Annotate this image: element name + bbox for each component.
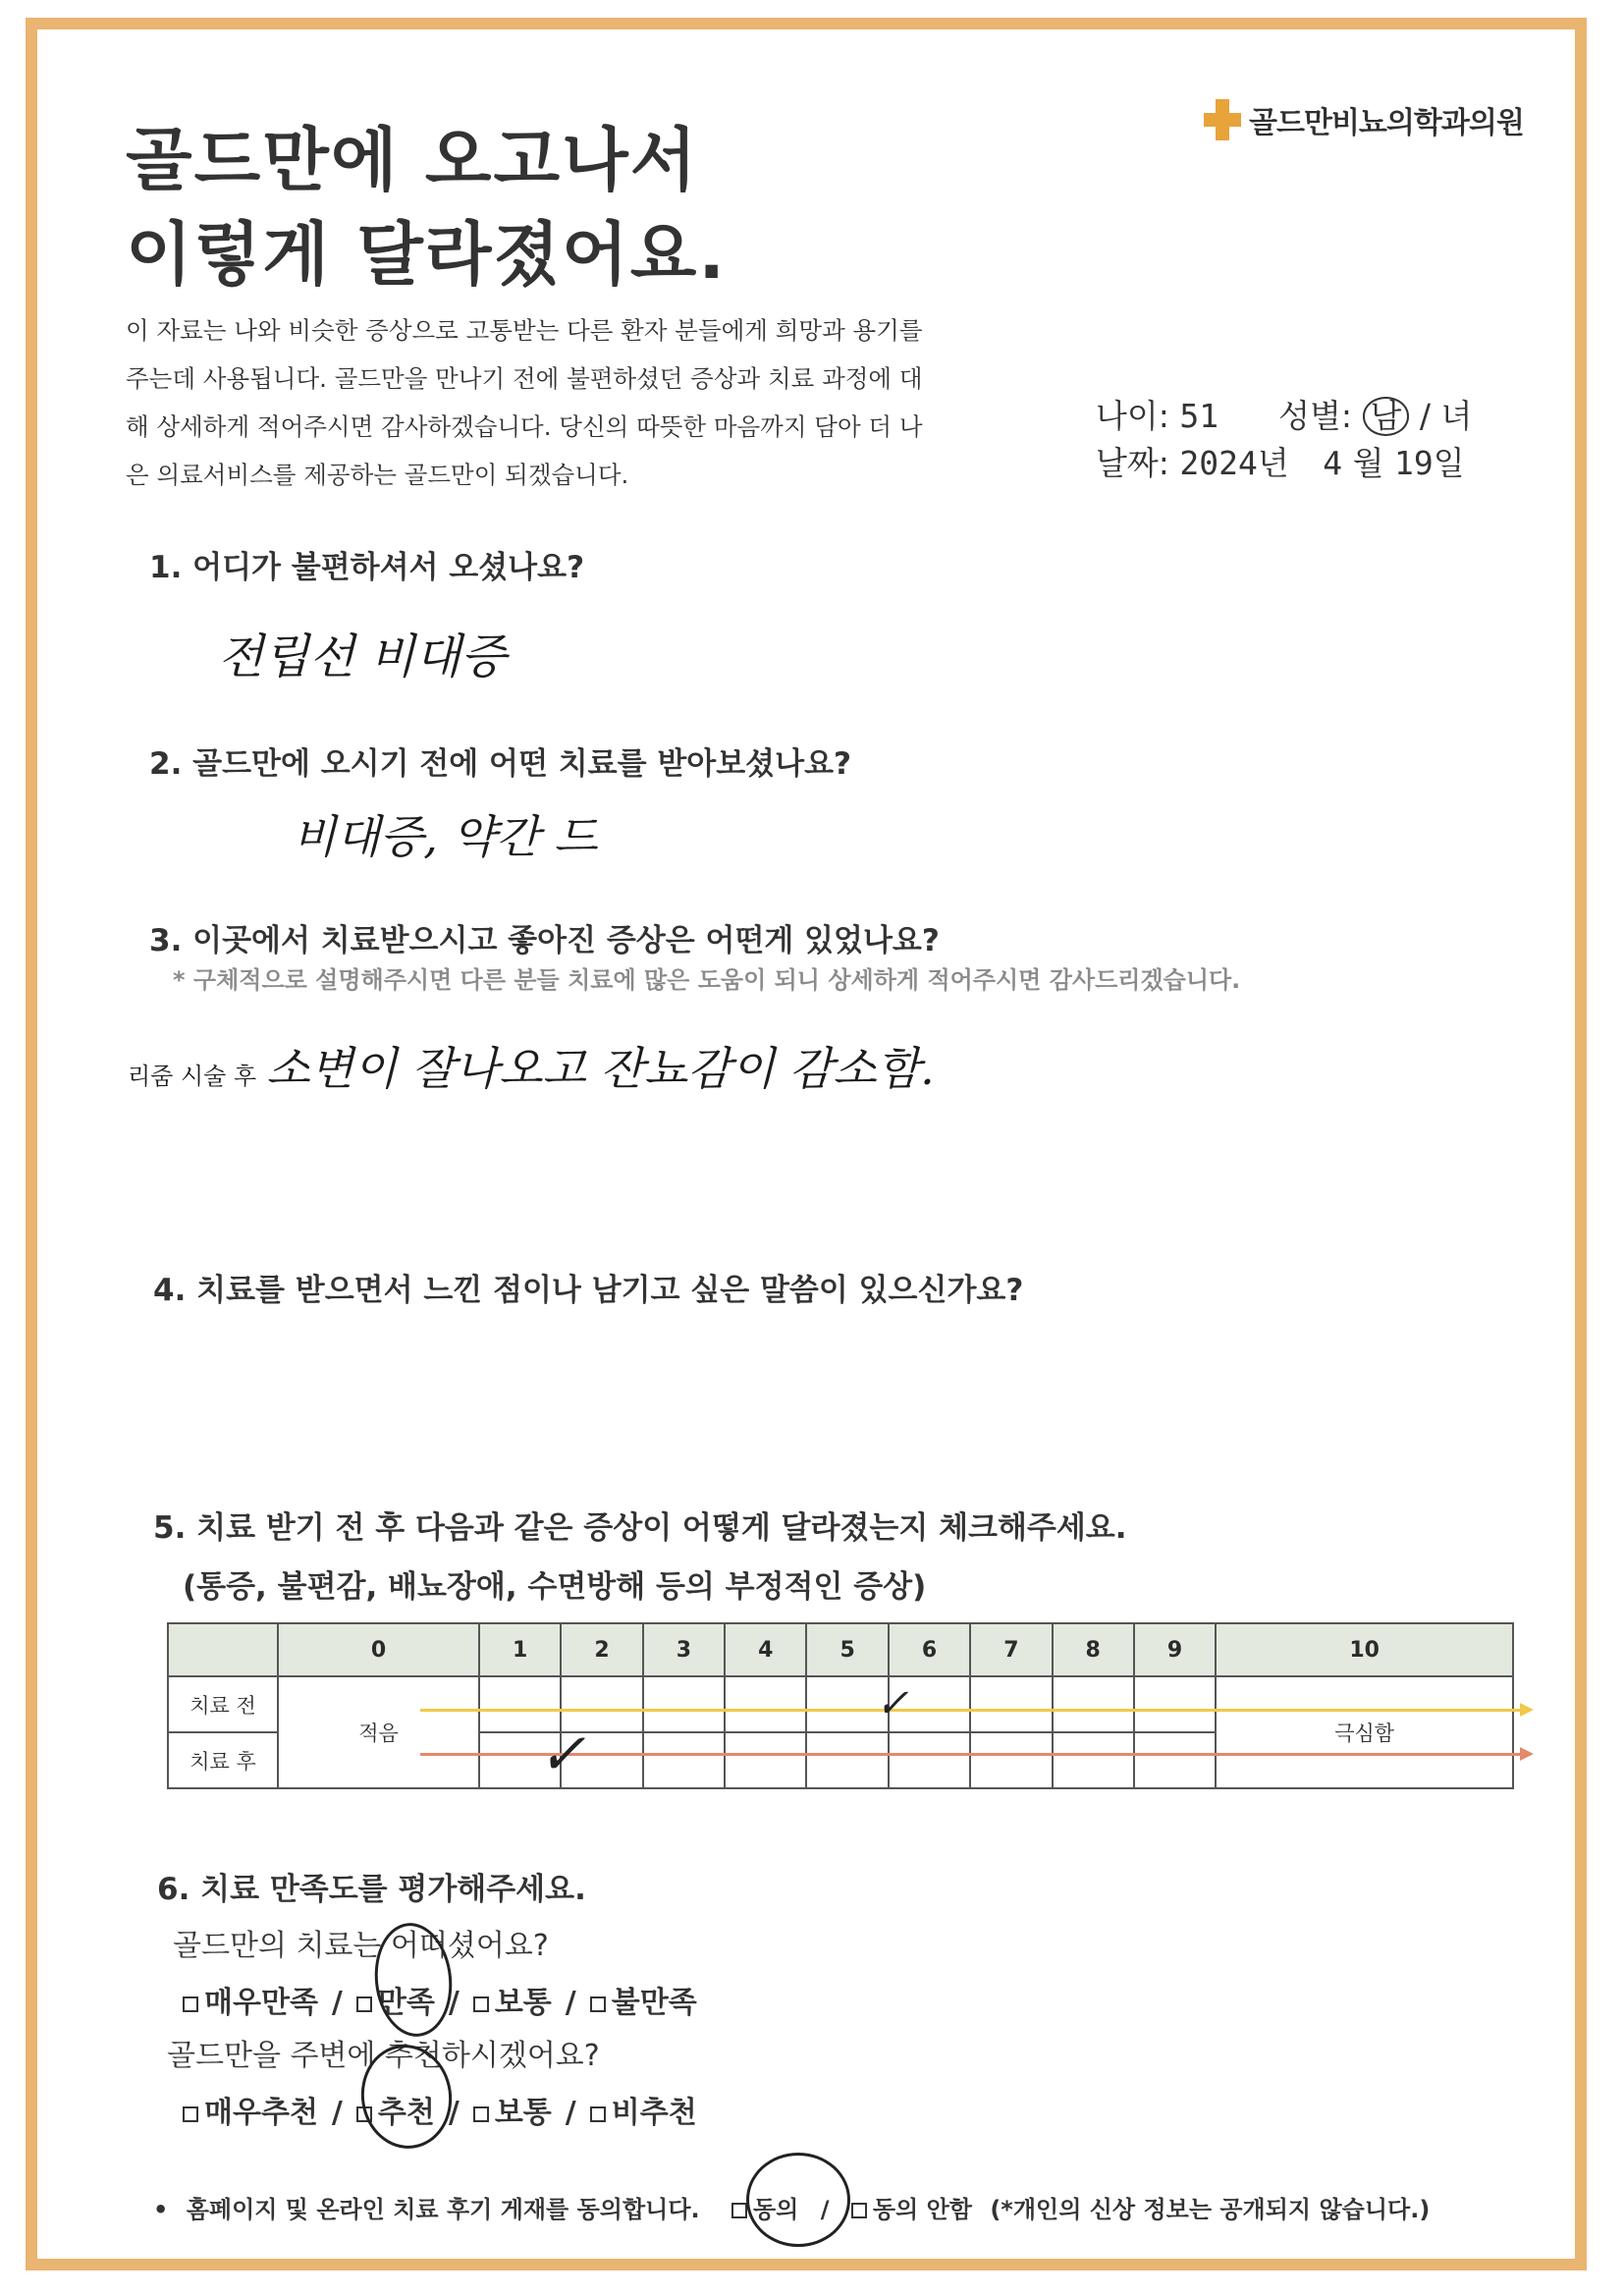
question-1: 1. 어디가 불편하셔서 오셨나요?	[149, 550, 585, 585]
scale-col-3: 3	[643, 1623, 725, 1676]
gender-female[interactable]: 녀	[1440, 397, 1473, 435]
intro-text: 이 자료는 나와 비슷한 증상으로 고통받는 다른 환자 분들에게 희망과 용기를 주는데 사용됩니다. 골드만을 만나기 전에 불편하셨던 증상과 치료 과정에 대해 상세하게 적어주시면 감사하겠습니다. 당신의 따뜻한 마음까지 담아 더 나은 의료서비스를 제공하는 골드만이 되겠습니다.	[126, 316, 923, 489]
satisfaction-option-1[interactable]: 매우만족	[183, 1986, 318, 2020]
satisfaction-option-4[interactable]: 불만족	[590, 1986, 697, 2020]
question-6: 6. 치료 만족도를 평가해주세요.	[157, 1872, 586, 1907]
consent-note: (*개인의 신상 정보는 공개되지 않습니다.)	[990, 2196, 1431, 2223]
scale-low-label: 적음	[278, 1676, 479, 1788]
answer-3-text: 소변이 잘나오고 잔뇨감이 감소함.	[266, 1042, 935, 1095]
scale-col-9: 9	[1134, 1623, 1216, 1676]
recommend-options: 매우추천 / 추천 / 보통 / 비추천	[183, 2088, 697, 2131]
age-label: 나이:	[1096, 397, 1169, 435]
recommend-option-1[interactable]: 매우추천	[183, 2096, 318, 2130]
row-label-before: 치료 전	[168, 1676, 278, 1732]
scale-col-2: 2	[561, 1623, 642, 1676]
clinic-name: 골드만비뇨의학과의원	[1249, 106, 1524, 140]
scale-col-7: 7	[970, 1623, 1052, 1676]
date-label: 날짜:	[1096, 444, 1169, 482]
consent-text: 홈페이지 및 온라인 치료 후기 게재를 동의합니다.	[186, 2196, 700, 2223]
question-5-sub: (통증, 불편감, 배뇨장애, 수면방해 등의 부정적인 증상)	[183, 1569, 927, 1605]
question-3-note: * 구체적으로 설명해주시면 다른 분들 치료에 많은 도움이 되니 상세하게 적어주시면 감사드리겠습니다.	[173, 966, 1241, 994]
row-label-after: 치료 후	[168, 1732, 278, 1788]
satisfaction-options: 매우만족 / 만족 / 보통 / 불만족	[183, 1978, 697, 2021]
answer-3[interactable]	[128, 1033, 935, 1098]
scale-col-6: 6	[889, 1623, 970, 1676]
date-line: 날짜: 2024년 4 월 19일	[1096, 444, 1465, 482]
after-check-mark: ✓	[538, 1721, 586, 1787]
consent-agree-selected[interactable]: 동의	[731, 2196, 798, 2223]
scale-row-before	[168, 1676, 1513, 1732]
recommend-option-4[interactable]: 비추천	[590, 2096, 697, 2130]
scale-header-row	[168, 1623, 1513, 1676]
scale-col-8: 8	[1053, 1623, 1134, 1676]
date-year: 2024	[1179, 444, 1258, 482]
title-line-1: 골드만에 오고나서	[126, 120, 699, 200]
answer-1[interactable]: 전립선 비대증	[218, 629, 507, 684]
question-5: 5. 치료 받기 전 후 다음과 같은 증상이 어떻게 달라졌는지 체크해주세요.	[153, 1510, 1127, 1546]
consent-line: • 홈페이지 및 온라인 치료 후기 게재를 동의합니다. 동의 / 동의 안함 (*개인의 신상 정보는 공개되지 않습니다.)	[153, 2196, 1431, 2223]
date-month: 4	[1323, 444, 1343, 482]
question-4: 4. 치료를 받으면서 느낀 점이나 남기고 싶은 말씀이 있으신가요?	[153, 1273, 1024, 1308]
scale-col-10: 10	[1216, 1623, 1513, 1676]
consent-disagree[interactable]: 동의 안함	[851, 2196, 972, 2223]
consent-selection-circle	[746, 2153, 850, 2247]
age-gender-line: 나이: 51 성별: 남 / 녀	[1096, 397, 1473, 435]
recommend-question: 골드만을 주변에 추천하시겠어요?	[167, 2039, 600, 2073]
recommend-option-2-selected[interactable]: 추천	[356, 2096, 435, 2130]
scale-col-5: 5	[806, 1623, 888, 1676]
symptom-scale-table	[167, 1622, 1514, 1789]
scale-col-4: 4	[725, 1623, 806, 1676]
title-line-2: 이렇게 달라졌어요.	[126, 214, 727, 295]
gender-male-selected[interactable]: 남	[1363, 397, 1410, 436]
scale-col-0: 0	[278, 1623, 479, 1676]
satisfaction-question: 골드만의 치료는 어떠셨어요?	[173, 1929, 549, 1963]
before-arrow	[420, 1709, 1520, 1712]
scale-high-label: 극심함	[1216, 1676, 1513, 1788]
scale-col-1: 1	[479, 1623, 561, 1676]
recommend-option-3[interactable]: 보통	[473, 2096, 552, 2130]
satisfaction-option-2-selected[interactable]: 만족	[356, 1986, 435, 2020]
consent-bullet: •	[153, 2196, 169, 2223]
gender-label: 성별:	[1278, 397, 1352, 435]
clinic-logo	[1204, 98, 1524, 141]
date-day: 19	[1394, 444, 1434, 482]
before-check-mark: ✓	[876, 1681, 909, 1726]
clinic-logo-icon	[1204, 99, 1241, 140]
question-2: 2. 골드만에 오시기 전에 어떤 치료를 받아보셨나요?	[149, 746, 852, 782]
answer-2[interactable]: 비대증, 약간 드	[293, 810, 598, 863]
age-value: 51	[1179, 397, 1219, 435]
satisfaction-option-3[interactable]: 보통	[473, 1986, 552, 2020]
answer-3-prefix: 리줌 시술 후	[128, 1063, 257, 1090]
question-3: 3. 이곳에서 치료받으시고 좋아진 증상은 어떤게 있었나요?	[149, 923, 940, 958]
